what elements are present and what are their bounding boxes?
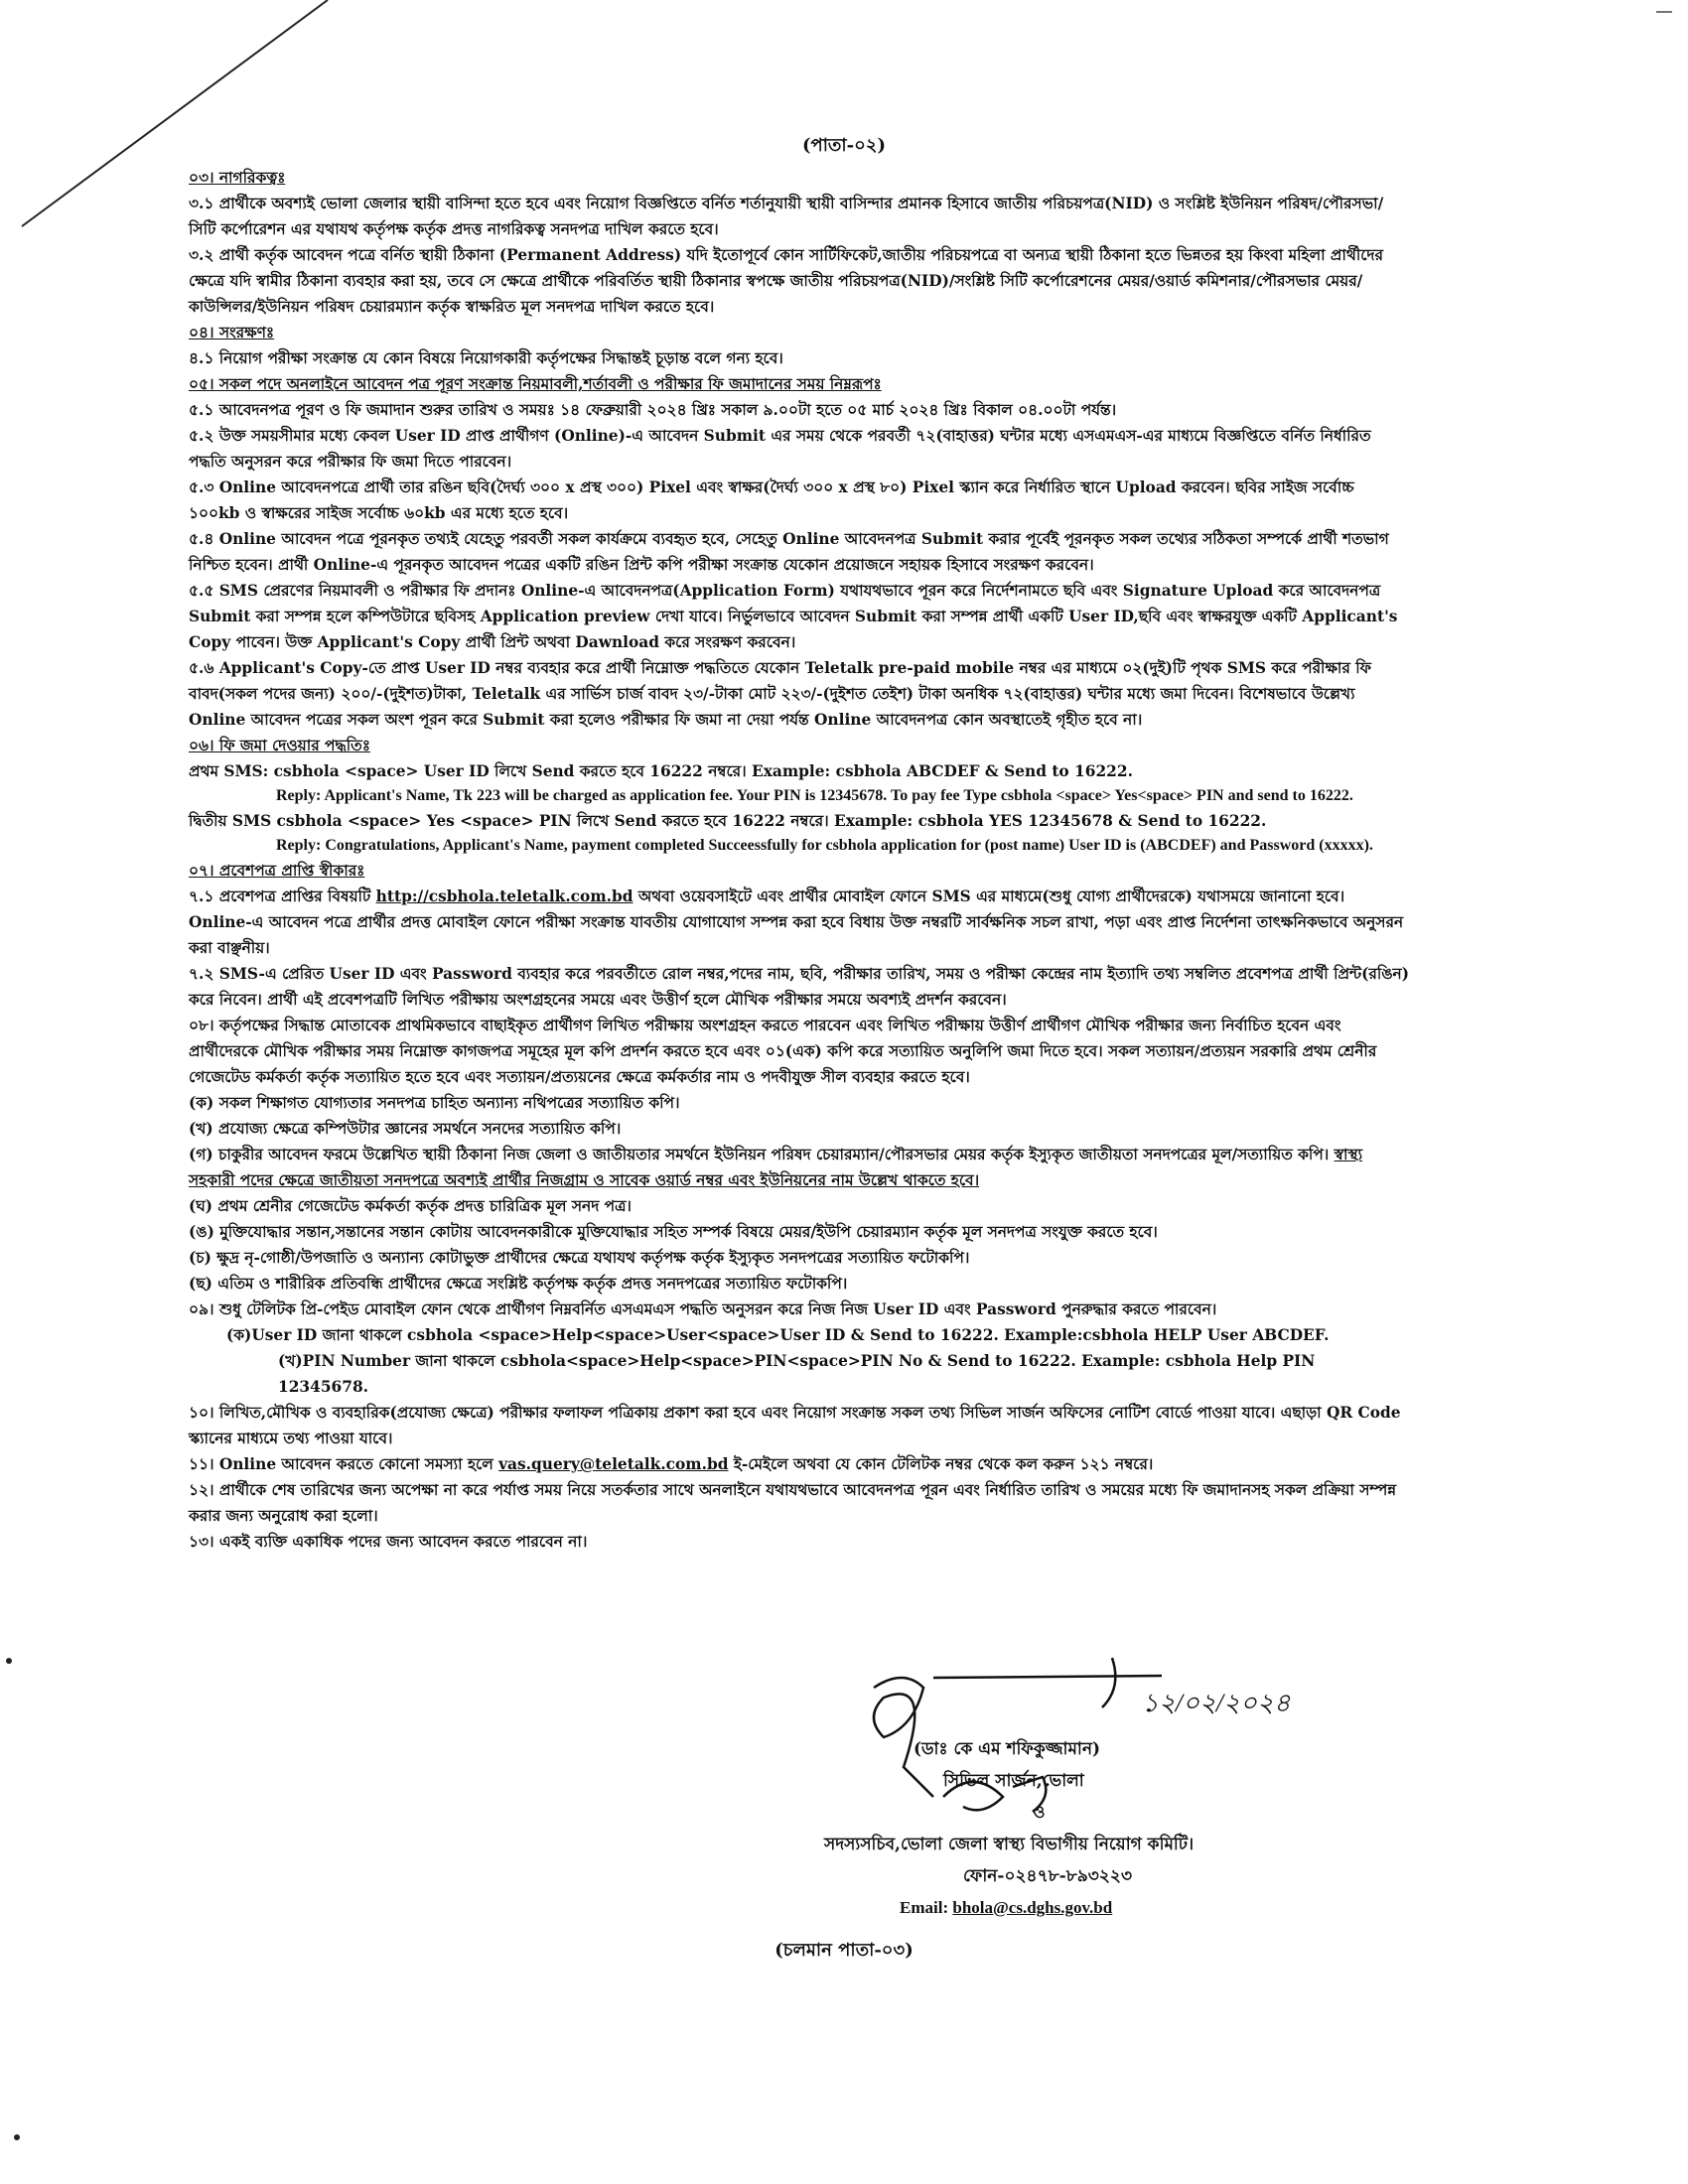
continued-page-note: (চলমান পাতা-০৩): [774, 1940, 914, 1961]
section-heading-online-application: ০৫। সকল পদে অনলাইনে আবেদন পত্র পূরণ সংক্রান্ত নিয়মাবলী,শর্তাবলী ও পরীক্ষার ফি জমাদানের সময় নিম্নরূপঃ: [189, 375, 882, 393]
signatory-name: (ডাঃ কে এম শফিকুজ্জামান): [914, 1739, 1101, 1759]
clause-3-1: ৩.১ প্রার্থীকে অবশ্যই ভোলা জেলার স্থায়ী বাসিন্দা হতে হবে এবং নিয়োগ বিজ্ঞপ্তিতে বর্নিত শর্তানুযায়ী স্থায়ী বাসিন্দার প্রমানক হিসাবে জাতীয় পরিচয়পত্র(NID) ও সংশ্লিষ্ট ইউনিয়ন পরিষদ/পৌরসভা/সিটি কর্পোরেশন এর যথাযথ কর্তৃপক্ষ কর্তৃক প্রদত্ত নাগরিকত্ব সনদপত্র দাখিল করতে হবে।: [189, 195, 1384, 238]
section-heading-fee-payment: ০৬। ফি জমা দেওয়ার পদ্ধতিঃ: [189, 737, 370, 754]
clause-10: ১০। লিখিত,মৌখিক ও ব্যবহারিক(প্রযোজ্য ক্ষেত্রে) পরীক্ষার ফলাফল পত্রিকায় প্রকাশ করা হবে এবং নিয়োগ সংক্রান্ত সকল তথ্য সিভিল সার্জন অফিসের নোটিশ বোর্ডে পাওয়া যাবে। এছাড়া QR Code স্ক্যানের মাধ্যমে তথ্য পাওয়া যাবে।: [189, 1404, 1401, 1447]
scan-speck: [14, 2134, 20, 2140]
second-sms-instruction: দ্বিতীয় SMS csbhola <space> Yes <space> PIN লিখে Send করতে হবে 16222 নম্বরে। Example: csbhola YES 12345678 & Send to 16222.: [189, 812, 1267, 830]
clause-5-4: ৫.৪ Online আবেদন পত্রে পূরনকৃত তথ্যই যেহেতু পরবর্তী সকল কার্যক্রমে ব্যবহৃত হবে, সেহেতু Online আবেদনপত্র Submit করার পূর্বেই পূরনকৃত সকল তথ্যের সঠিকতা সম্পর্কে প্রার্থী শতভাগ নিশ্চিত হবেন। প্রার্থী Online-এ পূরনকৃত আবেদন পত্রের একটি রঙিন প্রিন্ট কপি পরীক্ষা সংক্রান্ত যেকোন প্রয়োজনে সহায়ক হিসাবে সংরক্ষণ করবেন।: [189, 530, 1389, 574]
signature-and: ও: [1033, 1803, 1046, 1823]
clause-8-ga-note: স্বাস্থ্য সহকারী পদের ক্ষেত্রে জাতীয়তা সনদপত্রে অবশ্যই প্রার্থীর নিজগ্রাম ও সাবেক ওয়ার্ড নম্বর এবং ইউনিয়নের নাম উল্লেখ থাকতে হবে।: [189, 1146, 1363, 1189]
office-email-row: [900, 1892, 1112, 1924]
clause-11-prefix: ১১। Online আবেদন করতে কোনো সমস্যা হলে: [189, 1455, 493, 1473]
clause-9-kha: (খ)PIN Number জানা থাকলে csbhola<space>Help<space>PIN<space>PIN No & Send to 16222. Example: csbhola Help PIN 12345678.: [278, 1352, 1316, 1396]
teletalk-site-link[interactable]: http://csbhola.teletalk.com.bd: [375, 887, 633, 905]
clause-8-kha: (খ) প্রযোজ্য ক্ষেত্রে কম্পিউটার জ্ঞানের সমর্থনে সনদের সত্যায়িত কপি।: [189, 1120, 622, 1138]
clause-7-1-suffix: অথবা ওয়েবসাইটে এবং প্রার্থীর মোবাইল ফোনে SMS এর মাধ্যমে(শুধু যোগ্য প্রার্থীদেরকে) যথাসময়ে জানানো হবে। Online-এ আবেদন পত্রে প্রার্থীর প্রদত্ত মোবাইল ফোনে পরীক্ষা সংক্রান্ত যাবতীয় যোগাযোগ সম্পন্ন করা হবে বিধায় উক্ত নম্বরটি সার্বক্ষনিক সচল রাখা, পড়া এবং প্রাপ্ত নির্দেশনা তাৎক্ষনিকভাবে অনুসরন করা বাঞ্ছনীয়।: [189, 887, 1404, 957]
email-label: Email:: [900, 1898, 949, 1917]
clause-11: [189, 1451, 1410, 1477]
first-sms-instruction: প্রথম SMS: csbhola <space> User ID লিখে Send করতে হবে 16222 নম্বরে। Example: csbhola ABCDEF & Send to 16222.: [189, 762, 1133, 780]
document-body: [189, 165, 1410, 1555]
clause-5-3: ৫.৩ Online আবেদনপত্রে প্রার্থী তার রঙিন ছবি(দৈর্ঘ্য ৩০০ x প্রস্থ ৩০০) Pixel এবং স্বাক্ষর(দৈর্ঘ্য ৩০০ x প্রস্থ ৮০) Pixel স্ক্যান করে নির্ধারিত স্থানে Upload করবেন। ছবির সাইজ সর্বোচ্চ ১০০kb ও স্বাক্ষরের সাইজ সর্বোচ্চ ৬০kb এর মধ্যে হতে হবে।: [189, 478, 1354, 522]
clause-8-gha: (ঘ) প্রথম শ্রেনীর গেজেটেড কর্মকর্তা কর্তৃক প্রদত্ত চারিত্রিক মূল সনদ পত্র।: [189, 1197, 632, 1215]
clause-8-cha: (ছ) এতিম ও শারীরিক প্রতিবন্ধি প্রার্থীদের ক্ষেত্রে সংশ্লিষ্ট কর্তৃপক্ষ কর্তৃক প্রদত্ত সনদপত্রের সত্যায়িত ফটোকপি।: [189, 1275, 848, 1293]
clause-8-ca: (চ) ক্ষুদ্র নৃ-গোষ্ঠী/উপজাতি ও অন্যান্য কোটাভুক্ত প্রার্থীদের ক্ষেত্রে যথাযথ কর্তৃপক্ষ কর্তৃক ইস্যুকৃত সনদপত্রের সত্যায়িত ফটোকপি।: [189, 1249, 970, 1267]
clause-8: ০৮। কর্তৃপক্ষের সিদ্ধান্ত মোতাবেক প্রাথমিকভাবে বাছাইকৃত প্রার্থীগণ লিখিত পরীক্ষায় অংশগ্রহন করতে পারবেন এবং লিখিত পরীক্ষায় উত্তীর্ণ প্রার্থীগণ মৌখিক পরীক্ষার জন্য নির্বাচিত হবেন এবং প্রার্থীদেরকে মৌখিক পরীক্ষার সময় নিম্নোক্ত কাগজপত্র সমূহের মূল কপি প্রদর্শন করতে হবে এবং ০১(এক) কপি করে সত্যায়িত অনুলিপি জমা দিতে হবে। সকল সত্যায়ন/প্রত্যয়ন সরকারি প্রথম শ্রেনীর গেজেটেড কর্মকর্তা কর্তৃক সত্যায়িত হতে হবে এবং সত্যায়ন/প্রত্যয়নের ক্ষেত্রে কর্মকর্তার নাম ও পদবীযুক্ত সীল ব্যবহার করতে হবে।: [189, 1017, 1377, 1086]
clause-8-ka: (ক) সকল শিক্ষাগত যোগ্যতার সনদপত্র চাহিত অন্যান্য নথিপত্রের সত্যায়িত কপি।: [189, 1094, 680, 1112]
clause-8-ga-text: (গ) চাকুরীর আবেদন ফরমে উল্লেখিত স্থায়ী ঠিকানা নিজ জেলা ও জাতীয়তার সমর্থনে ইউনিয়ন পরিষদ চেয়ারম্যান/পৌরসভার মেয়র কর্তৃক ইস্যুকৃত জাতীয়তা সনদপত্রের মূল/সত্যায়িত কপি।: [189, 1146, 1330, 1163]
first-sms-reply: Reply: Applicant's Name, Tk 223 will be charged as application fee. Your PIN is 12345678. To pay fee Type csbhola <space> Yes<space> PIN and send to 16222.: [276, 787, 1353, 804]
clause-7-1-prefix: ৭.১ প্রবেশপত্র প্রাপ্তির বিষয়টি: [189, 887, 371, 905]
clause-5-2: ৫.২ উক্ত সময়সীমার মধ্যে কেবল User ID প্রাপ্ত প্রার্থীগণ (Online)-এ আবেদন Submit এর সময় থেকে পরবর্তী ৭২(বাহাত্তর) ঘন্টার মধ্যে এসএমএস-এর মাধ্যমে বিজ্ঞপ্তিতে বর্নিত নির্ধারিত পদ্ধতি অনুসরন করে পরীক্ষার ফি জমা দিতে পারবেন।: [189, 427, 1371, 471]
clause-3-2: ৩.২ প্রার্থী কর্তৃক আবেদন পত্রে বর্নিত স্থায়ী ঠিকানা (Permanent Address) যদি ইতোপূর্বে কোন সার্টিফিকেট,জাতীয় পরিচয়পত্রে বা অন্যত্র স্থায়ী ঠিকানা হতে ভিন্নতর হয় কিংবা মহিলা প্রার্থীদের ক্ষেত্রে যদি স্বামীর ঠিকানা ব্যবহার করা হয়, তবে সে ক্ষেত্রে প্রার্থীকে পরিবর্তিত স্থায়ী ঠিকানার স্বপক্ষে জাতীয় পরিচয়পত্র(NID)/সংশ্লিষ্ট সিটি কর্পোরেশনের মেয়র/ওয়ার্ড কমিশনার/পৌরসভার মেয়র/কাউন্সিলর/ইউনিয়ন পরিষদ চেয়ারম্যান কর্তৃক স্বাক্ষরিত মূল সনদপত্র দাখিল করতে হবে।: [189, 246, 1383, 316]
section-heading-reservation: ০৪। সংরক্ষণঃ: [189, 324, 275, 341]
scan-speck: [6, 1658, 12, 1664]
office-email-link[interactable]: bhola@cs.dghs.gov.bd: [952, 1898, 1113, 1917]
signature-date: ১২/০২/২০২৪: [1142, 1689, 1291, 1717]
page-number: (পাতা-০২): [801, 135, 887, 156]
clause-5-5: ৫.৫ SMS প্রেরণের নিয়মাবলী ও পরীক্ষার ফি প্রদানঃ Online-এ আবেদনপত্র(Application Form) যথাযথভাবে পূরন করে নির্দেশনামতে ছবি এবং Signature Upload করে আবেদনপত্র Submit করা সম্পন্ন হলে কম্পিউটারে ছবিসহ Application preview দেখা যাবে। নির্ভুলভাবে আবেদন Submit করা সম্পন্ন প্রার্থী একটি User ID,ছবি এবং স্বাক্ষরযুক্ত একটি Applicant's Copy পাবেন। উক্ত Applicant's Copy প্রার্থী প্রিন্ট অথবা Dawnload করে সংরক্ষণ করবেন।: [189, 582, 1398, 651]
clause-9: ০৯। শুধু টেলিটক প্রি-পেইড মোবাইল ফোন থেকে প্রার্থীগণ নিম্নবর্নিত এসএমএস পদ্ধতি অনুসরন করে নিজ নিজ User ID এবং Password পুনরুদ্ধার করতে পারবেন।: [189, 1300, 1217, 1318]
clause-13: ১৩। একই ব্যক্তি একাধিক পদের জন্য আবেদন করতে পারবেন না।: [189, 1533, 588, 1551]
second-sms-reply: Reply: Congratulations, Applicant's Name, payment completed Succeessfully for csbhola application for (post name) User ID is (ABCDEF) and Password (xxxxx).: [276, 837, 1373, 854]
committee-title: সদস্যসচিব,ভোলা জেলা স্বাস্থ্য বিভাগীয় নিয়োগ কমিটি।: [824, 1835, 1195, 1854]
clause-12: ১২। প্রার্থীকে শেষ তারিখের জন্য অপেক্ষা না করে পর্যাপ্ত সময় নিয়ে সতর্কতার সাথে অনলাইনে যথাযথভাবে আবেদনপত্র পূরন এবং নির্ধারিত তারিখ ও সময়ের মধ্যে ফি জমাদানসহ সকল প্রক্রিয়া সম্পন্ন করার জন্য অনুরোধ করা হলো।: [189, 1481, 1396, 1525]
clause-8-ga: [189, 1142, 1410, 1193]
clause-7-2: ৭.২ SMS-এ প্রেরিত User ID এবং Password ব্যবহার করে পরবর্তীতে রোল নম্বর,পদের নাম, ছবি, পরীক্ষার তারিখ, সময় ও পরীক্ষা কেন্দ্রের নাম ইত্যাদি তথ্য সম্বলিত প্রবেশপত্র প্রার্থী প্রিন্ট(রঙিন) করে নিবেন। প্রার্থী এই প্রবেশপত্রটি লিখিত পরীক্ষায় অংশগ্রহনের সময়ে এবং উত্তীর্ণ হলে মৌখিক পরীক্ষার সময়ে অবশ্যই প্রদর্শন করবেন।: [189, 965, 1409, 1009]
clause-9-ka: (ক)User ID জানা থাকলে csbhola <space>Help<space>User<space>User ID & Send to 16222. Example:csbhola HELP User ABCDEF.: [226, 1326, 1330, 1344]
clause-4-1: ৪.১ নিয়োগ পরীক্ষা সংক্রান্ত যে কোন বিষয়ে নিয়োগকারী কর্তৃপক্ষের সিদ্ধান্তই চূড়ান্ত বলে গন্য হবে।: [189, 349, 783, 367]
section-heading-citizenship: ০৩। নাগরিকত্বঃ: [189, 169, 286, 187]
signatory-designation: সিভিল সার্জন,ভোলা: [943, 1771, 1084, 1791]
clause-8-uma: (ঙ) মুক্তিযোদ্ধার সন্তান,সন্তানের সন্তান কোটায় আবেদনকারীকে মুক্তিযোদ্ধার সহিত সম্পর্ক বিষয়ে মেয়র/ইউপি চেয়ারম্যান কর্তৃক মূল সনদপত্র সংযুক্ত করতে হবে।: [189, 1223, 1158, 1241]
clause-11-suffix: ই-মেইলে অথবা যে কোন টেলিটক নম্বর থেকে কল করুন ১২১ নম্বরে।: [733, 1455, 1154, 1473]
clause-5-6: ৫.৬ Applicant's Copy-তে প্রাপ্ত User ID নম্বর ব্যবহার করে প্রার্থী নিম্নোক্ত পদ্ধতিতে যেকোন Teletalk pre-paid mobile নম্বর এর মাধ্যমে ০২(দুই)টি পৃথক SMS করে পরীক্ষার ফি বাবদ(সকল পদের জন্য) ২০০/-(দুইশত)টাকা, Teletalk এর সার্ভিস চার্জ বাবদ ২৩/-টাকা মোট ২২৩/-(দুইশত তেইশ) টাকা অনধিক ৭২(বাহাত্তর) ঘন্টার মধ্যে জমা দিবেন। বিশেষভাবে উল্লেখ্য Online আবেদন পত্রের সকল অংশ পূরন করে Submit করা হলেও পরীক্ষার ফি জমা না দেয়া পর্যন্ত Online আবেদনপত্র কোন অবস্থাতেই গৃহীত হবে না।: [189, 659, 1371, 729]
office-phone: ফোন-০২৪৭৮-৮৯৩২২৩: [963, 1866, 1133, 1886]
clause-7-1: [189, 884, 1410, 961]
clause-5-1: ৫.১ আবেদনপত্র পূরণ ও ফি জমাদান শুরুর তারিখ ও সময়ঃ ১৪ ফেব্রুয়ারী ২০২৪ খ্রিঃ সকাল ৯.০০টা হতে ০৫ মার্চ ২০২৪ খ্রিঃ বিকাল ০৪.০০টা পর্যন্ত।: [189, 401, 1117, 419]
section-heading-admit-card: ০৭। প্রবেশপত্র প্রাপ্তি স্বীকারঃ: [189, 862, 365, 880]
support-email-link[interactable]: vas.query@teletalk.com.bd: [498, 1455, 729, 1473]
